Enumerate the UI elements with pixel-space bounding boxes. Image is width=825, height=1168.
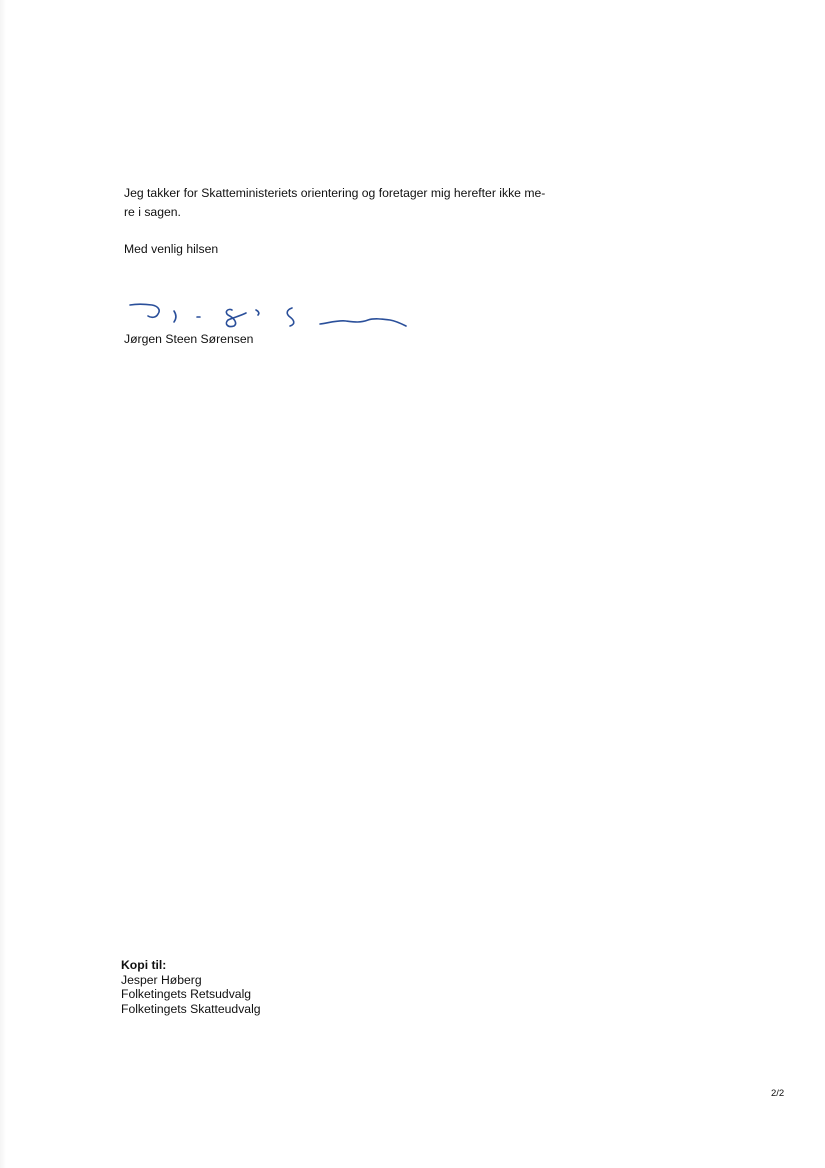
signer-name: Jørgen Steen Sørensen [124, 332, 254, 346]
copy-title: Kopi til: [121, 958, 167, 972]
copy-recipient: Folketingets Skatteudvalg [121, 1001, 261, 1016]
scan-edge [0, 0, 6, 1168]
closing-salutation: Med venlig hilsen [124, 242, 219, 256]
copy-recipient: Jesper Høberg [121, 972, 202, 987]
handwritten-signature [124, 296, 414, 336]
body-paragraph [124, 184, 594, 222]
copy-recipient-list [121, 973, 261, 1017]
letter-body [124, 184, 594, 222]
paragraph-line-2: re i sagen. [124, 205, 181, 219]
copy-recipients-block [121, 958, 261, 1016]
page-number: 2/2 [771, 1088, 785, 1099]
copy-recipient: Folketingets Retsudvalg [121, 987, 252, 1001]
paragraph-line-1: Jeg takker for Skatteministeriets orientering og foretager mig herefter ikke me- [124, 186, 546, 200]
